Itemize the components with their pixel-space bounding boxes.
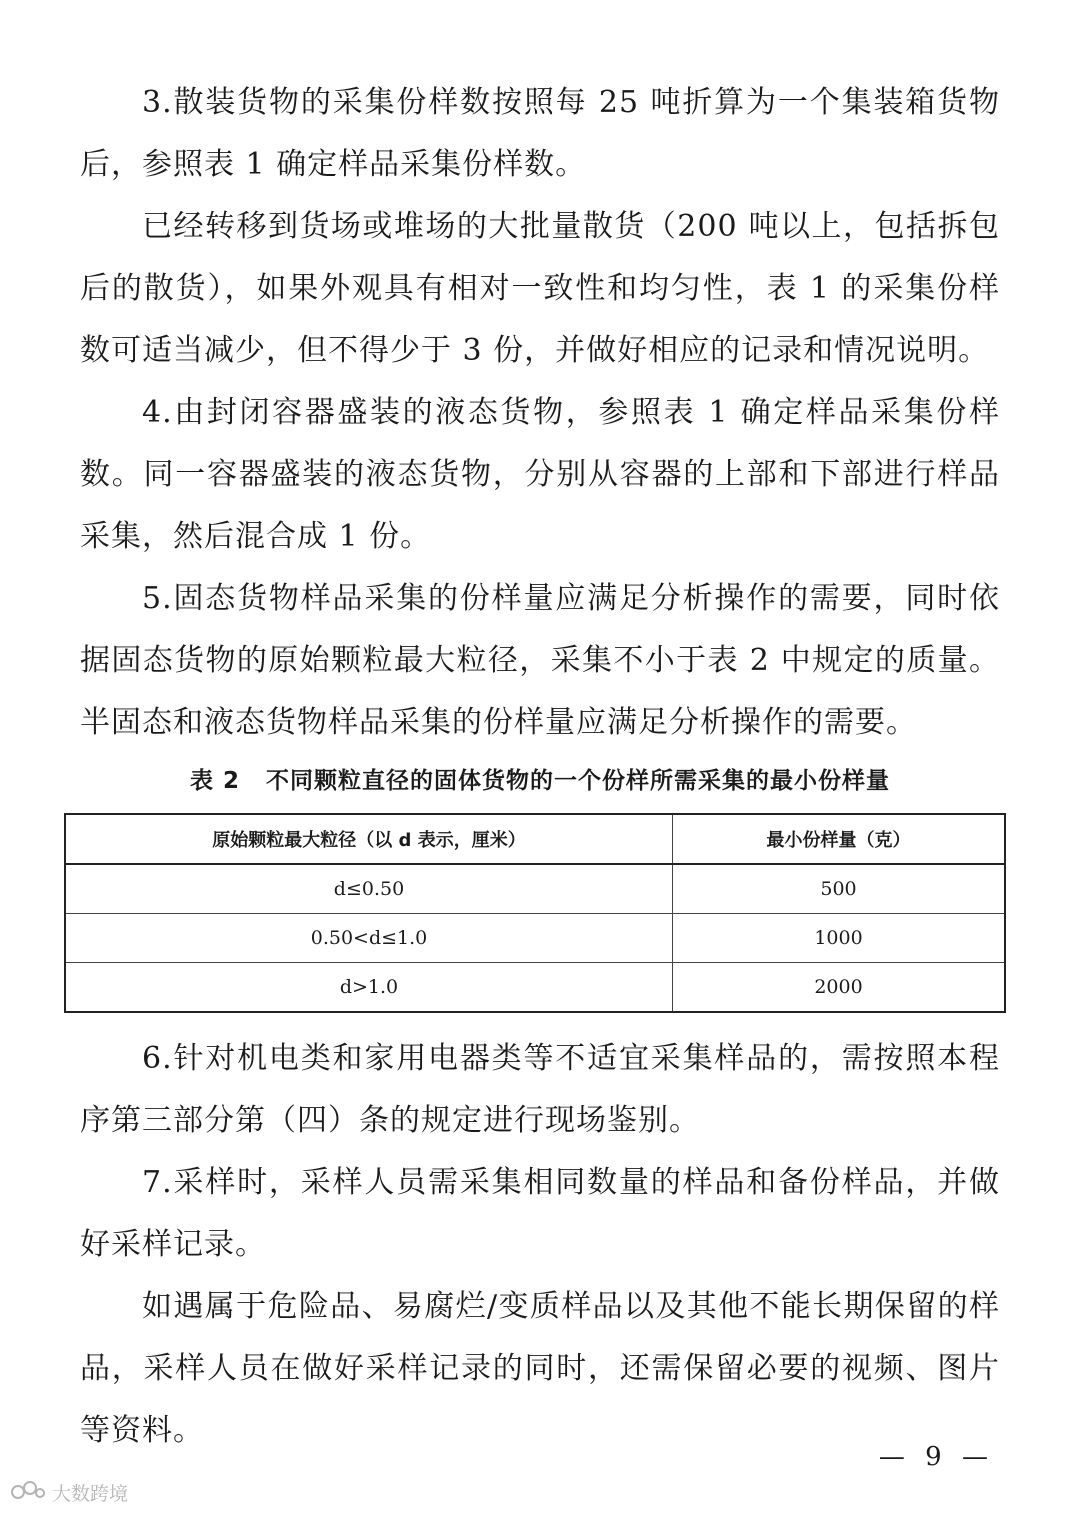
watermark-text: 大数跨境: [52, 1483, 129, 1505]
page-number: — 9 —: [878, 1442, 994, 1472]
table-cell-size: 0.50<d≤1.0: [65, 914, 673, 963]
paragraph-bulk-cargo: 已经转移到货场或堆场的大批量散货（200 吨以上，包括拆包后的散货），如果外观具有相对一致性和均匀性，表 1 的采集份样数可适当减少，但不得少于 3 份，并做好相应的记录和情况说明。: [80, 209, 1000, 368]
table-row: [65, 864, 1005, 914]
table-cell-mass: 500: [673, 864, 1006, 914]
table-row: [65, 914, 1005, 963]
paragraph-item-3: 3.散装货物的采集份样数按照每 25 吨折算为一个集装箱货物后，参照表 1 确定样品采集份样数。: [80, 85, 1000, 182]
paragraph-perishable-samples: 如遇属于危险品、易腐烂/变质样品以及其他不能长期保留的样品，采样人员在做好采样记录的同时，还需保留必要的视频、图片等资料。: [80, 1289, 1000, 1448]
paragraph-item-4: 4.由封闭容器盛装的液态货物，参照表 1 确定样品采集份样数。同一容器盛装的液态货物，分别从容器的上部和下部进行样品采集，然后混合成 1 份。: [80, 395, 1000, 554]
paragraph-item-7: 7.采样时，采样人员需采集相同数量的样品和备份样品，并做好采样记录。: [80, 1165, 1000, 1262]
table-header-row: [65, 814, 1005, 864]
table-caption: [0, 762, 1080, 795]
table-caption-number: 表 2: [189, 768, 240, 794]
paragraph-item-6: 6.针对机电类和家用电器类等不适宜采集样品的，需按照本程序第三部分第（四）条的规定进行现场鉴别。: [80, 1041, 1000, 1138]
table-caption-title: 不同颗粒直径的固体货物的一个份样所需采集的最小份样量: [266, 768, 890, 794]
table-cell-mass: 2000: [673, 963, 1006, 1013]
paragraph-item-5: 5.固态货物样品采集的份样量应满足分析操作的需要，同时依据固态货物的原始颗粒最大粒径，采集不小于表 2 中规定的质量。半固态和液态货物样品采集的份样量应满足分析操作的需要。: [80, 581, 1000, 740]
table-cell-mass: 1000: [673, 914, 1006, 963]
watermark-logo-icon: [10, 1478, 46, 1507]
table-row: [65, 963, 1005, 1013]
table-cell-size: d≤0.50: [65, 864, 673, 914]
column-header-particle-size: 原始颗粒最大粒径（以 d 表示，厘米）: [65, 814, 673, 864]
particle-size-table: [64, 813, 1006, 1013]
table-cell-size: d>1.0: [65, 963, 673, 1013]
column-header-min-mass: 最小份样量（克）: [673, 814, 1006, 864]
watermark: [10, 1478, 128, 1507]
